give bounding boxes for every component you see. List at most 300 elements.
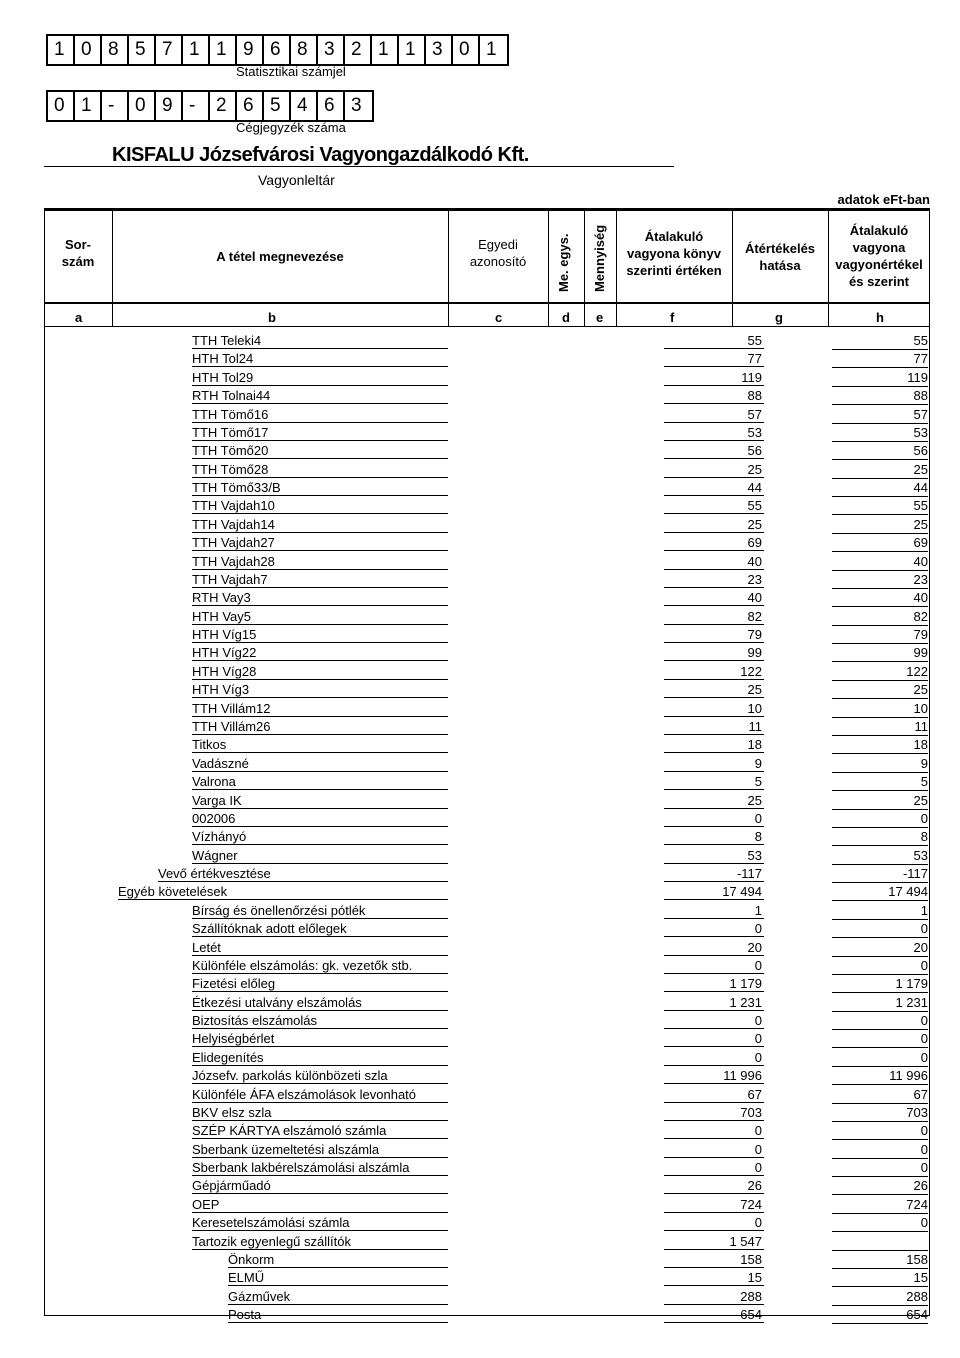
- book-value: 11: [748, 718, 762, 734]
- revalued-value: 57: [913, 406, 928, 422]
- revalued-value: 10: [913, 700, 928, 716]
- row-line: [664, 1028, 764, 1029]
- row-line: [664, 587, 764, 588]
- item-name: RTH Vay3: [192, 590, 251, 606]
- row-line: [664, 1285, 764, 1286]
- digit-box: 1: [75, 92, 102, 120]
- item-name: Wágner: [192, 847, 238, 863]
- book-value: 288: [740, 1288, 762, 1304]
- row-line: [192, 587, 448, 588]
- row-line: [192, 679, 448, 680]
- revalued-value: 56: [913, 443, 928, 459]
- book-value: 18: [747, 737, 762, 753]
- column-letter-g: g: [775, 310, 783, 325]
- book-value: 15: [747, 1270, 762, 1286]
- header-revaluation: Átértékelés hatása: [744, 241, 816, 273]
- row-line: [664, 789, 764, 790]
- revalued-value: 9: [920, 755, 928, 771]
- row-line: [192, 1230, 448, 1231]
- row-line: [192, 1157, 448, 1158]
- row-line: [664, 605, 764, 606]
- item-name: Posta: [228, 1307, 262, 1323]
- row-line: [664, 752, 764, 753]
- row-line: [192, 991, 448, 992]
- row-line: [664, 936, 764, 937]
- digit-box: 1: [399, 36, 426, 64]
- item-name: TTH Tömő33/B: [192, 480, 281, 496]
- revalued-value: 25: [913, 461, 928, 477]
- statistical-number-boxes: [46, 34, 509, 66]
- revalued-value: 88: [913, 388, 928, 404]
- table-row: [44, 847, 930, 865]
- revalued-value: 158: [906, 1252, 928, 1267]
- revalued-value: 15: [913, 1270, 928, 1286]
- book-value: 9: [754, 755, 762, 771]
- book-value: 57: [747, 406, 762, 422]
- row-line: [664, 550, 764, 551]
- item-name: Vadászné: [192, 755, 249, 771]
- column-letter-f: f: [670, 310, 675, 325]
- digit-box: 0: [453, 36, 480, 64]
- row-line: [664, 385, 764, 386]
- row-line: [192, 550, 448, 551]
- row-line: [664, 642, 764, 643]
- book-value: 158: [740, 1252, 762, 1267]
- table-row: [44, 773, 930, 791]
- revalued-value: 724: [906, 1196, 928, 1212]
- row-line: [664, 513, 764, 514]
- table-row: [44, 1233, 930, 1251]
- table-row: [44, 681, 930, 699]
- revalued-value: 18: [913, 737, 928, 753]
- header-item-name: A tétel megnevezése: [216, 249, 344, 264]
- item-name: TTH Vajdah14: [192, 516, 275, 532]
- table-row: [44, 883, 930, 901]
- row-line: [664, 826, 764, 827]
- book-value: 88: [747, 388, 762, 404]
- row-line: [192, 385, 448, 386]
- row-line: [664, 477, 764, 478]
- item-name: TTH Vajdah27: [192, 535, 275, 551]
- digit-box: 5: [264, 92, 291, 120]
- digit-box: 9: [156, 92, 183, 120]
- item-name: Titkos: [192, 737, 227, 753]
- revalued-value: 0: [920, 1049, 928, 1065]
- row-line: [192, 1193, 448, 1194]
- revalued-value: 67: [913, 1086, 928, 1102]
- digit-box: 6: [318, 92, 345, 120]
- item-name: Gépjárműadó: [192, 1178, 271, 1194]
- revalued-value: 0: [920, 1031, 928, 1047]
- row-line: [228, 1322, 448, 1323]
- revalued-value: 25: [913, 516, 928, 532]
- row-line: [192, 532, 448, 533]
- row-line: [664, 1102, 764, 1103]
- book-value: 1 231: [729, 994, 762, 1010]
- revalued-value: 69: [913, 535, 928, 551]
- revalued-value: 99: [913, 645, 928, 661]
- table-row: [44, 608, 930, 626]
- revalued-value: 40: [913, 553, 928, 569]
- book-value: 0: [754, 1215, 762, 1231]
- revalued-value: 0: [920, 1141, 928, 1157]
- book-value: 53: [747, 424, 762, 440]
- item-name: Biztosítás elszámolás: [192, 1013, 317, 1029]
- row-line: [192, 1249, 448, 1250]
- table-row: [44, 424, 930, 442]
- row-line: [664, 1010, 764, 1011]
- table-row: [44, 1214, 930, 1232]
- table-row: [44, 1251, 930, 1269]
- table-row: [44, 442, 930, 460]
- book-value: 17 494: [722, 884, 762, 900]
- book-value: 0: [754, 1049, 762, 1065]
- item-name: Gázművek: [228, 1288, 291, 1304]
- digit-box: 4: [291, 92, 318, 120]
- row-line: [664, 660, 764, 661]
- column-divider: [112, 208, 113, 326]
- title-underline: [44, 166, 674, 167]
- row-line: [192, 1028, 448, 1029]
- digit-box: 0: [129, 92, 156, 120]
- book-value: 53: [747, 847, 762, 863]
- document-subtitle: Vagyonleltár: [258, 172, 335, 188]
- digit-box: 8: [102, 36, 129, 64]
- digit-box: 1: [183, 36, 210, 64]
- item-name: Szállítóknak adott előlegek: [192, 921, 347, 937]
- row-line: [664, 348, 764, 349]
- column-divider: [584, 208, 585, 326]
- row-line: [664, 366, 764, 367]
- book-value: 1: [754, 902, 762, 918]
- row-line: [664, 918, 764, 919]
- table-row: [44, 1122, 930, 1140]
- row-line: [664, 1065, 764, 1066]
- row-line: [664, 1193, 764, 1194]
- row-line: [192, 1175, 448, 1176]
- item-name: Különféle ÁFA elszámolások levonható: [192, 1086, 417, 1102]
- item-name: Varga IK: [192, 792, 242, 808]
- book-value: 99: [747, 645, 762, 661]
- row-line: [192, 863, 448, 864]
- row-line: [664, 1083, 764, 1084]
- digit-box: 7: [156, 36, 183, 64]
- row-line: [664, 697, 764, 698]
- row-line: [192, 936, 448, 937]
- book-value: 69: [747, 535, 762, 551]
- book-value: 67: [747, 1086, 762, 1102]
- book-value: 10: [747, 700, 762, 716]
- book-value: 25: [747, 682, 762, 698]
- item-name: OEP: [192, 1196, 220, 1212]
- row-line: [664, 1157, 764, 1158]
- column-letter-h: h: [876, 310, 884, 325]
- revalued-value: 0: [920, 1215, 928, 1231]
- digit-box: 1: [210, 36, 237, 64]
- table-row: [44, 975, 930, 993]
- row-line: [664, 1120, 764, 1121]
- row-line: [664, 1249, 764, 1250]
- column-divider: [548, 208, 549, 326]
- row-line: [664, 899, 764, 900]
- table-row: [44, 1269, 930, 1287]
- item-name: Bírság és önellenőrzési pótlék: [192, 902, 366, 918]
- book-value: 11 996: [723, 1068, 762, 1084]
- document-title: KISFALU Józsefvárosi Vagyongazdálkodó Kft.: [112, 144, 529, 166]
- item-name: RTH Tolnai44: [192, 388, 271, 404]
- item-name: TTH Villám12: [192, 700, 271, 716]
- revalued-value: 11: [914, 718, 928, 734]
- book-value: 703: [740, 1104, 762, 1120]
- digit-box: 3: [351, 95, 362, 116]
- units-note: adatok eFt-ban: [837, 192, 930, 207]
- revalued-value: 0: [920, 1013, 928, 1029]
- row-line: [664, 734, 764, 735]
- row-line: [664, 403, 764, 404]
- row-line: [664, 532, 764, 533]
- table-row: [44, 1067, 930, 1085]
- row-line: [192, 605, 448, 606]
- item-name: TTH Vajdah7: [192, 571, 268, 587]
- column-letter-c: c: [495, 310, 503, 325]
- row-line: [192, 660, 448, 661]
- table-row: [44, 1049, 930, 1067]
- item-name: TTH Tömő16: [192, 406, 269, 422]
- digit-box: 2: [210, 92, 237, 120]
- revalued-value: 703: [906, 1104, 928, 1120]
- row-line: [158, 881, 448, 882]
- row-line: [664, 973, 764, 974]
- column-letter-e: e: [596, 310, 604, 325]
- item-name: Elidegenítés: [192, 1049, 264, 1065]
- row-line: [664, 844, 764, 845]
- header-revalued-value: Átalakuló vagyona vagyonértékel és szerint: [835, 223, 923, 289]
- book-value: 119: [741, 369, 762, 385]
- table-row: [44, 461, 930, 479]
- row-line: [192, 366, 448, 367]
- item-name: BKV elsz szla: [192, 1104, 272, 1120]
- table-row: [44, 571, 930, 589]
- item-name: Fizetési előleg: [192, 976, 276, 992]
- revalued-value: -117: [902, 866, 928, 882]
- item-name: Különféle elszámolás: gk. vezetők stb.: [192, 957, 413, 973]
- item-name: Étkezési utalvány elszámolás: [192, 994, 362, 1010]
- row-line: [192, 697, 448, 698]
- row-line: [664, 1322, 764, 1323]
- table-row: [44, 700, 930, 718]
- revalued-value: 40: [913, 590, 928, 606]
- row-line: [664, 955, 764, 956]
- row-line: [192, 1138, 448, 1139]
- item-name: HTH Tol24: [192, 351, 254, 367]
- item-name: Sberbank üzemeltetési alszámla: [192, 1141, 380, 1157]
- item-name: HTH Víg3: [192, 682, 250, 698]
- row-line: [664, 569, 764, 570]
- revalued-value: 11 996: [889, 1068, 928, 1084]
- item-name: Letét: [192, 939, 221, 955]
- revalued-value: 53: [913, 847, 928, 863]
- item-name: Vevő értékvesztése: [158, 866, 271, 882]
- row-line: [192, 752, 448, 753]
- item-name: Tartozik egyenlegű szállítók: [192, 1233, 351, 1249]
- row-line: [664, 1046, 764, 1047]
- header-separator: [44, 302, 930, 304]
- table-row: [44, 387, 930, 405]
- row-line: [192, 495, 448, 496]
- revalued-value: 0: [920, 810, 928, 826]
- row-line: [664, 991, 764, 992]
- digit-box: 1: [48, 36, 75, 64]
- row-line: [664, 1175, 764, 1176]
- table-row: [44, 828, 930, 846]
- revalued-value: 77: [913, 351, 928, 367]
- table-row: [44, 1086, 930, 1104]
- row-line: [228, 1304, 448, 1305]
- table-row: [44, 736, 930, 754]
- revalued-value: 20: [913, 939, 928, 955]
- row-line: [664, 771, 764, 772]
- table-row: [44, 957, 930, 975]
- revalued-value: 122: [906, 663, 928, 679]
- column-letter-b: b: [268, 310, 276, 325]
- row-line: [192, 826, 448, 827]
- row-line: [192, 1046, 448, 1047]
- row-line: [192, 440, 448, 441]
- revalued-value: 23: [913, 571, 928, 587]
- book-value: 40: [747, 590, 762, 606]
- item-name: SZÉP KÁRTYA elszámoló számla: [192, 1123, 387, 1139]
- header-book-value: Átalakuló vagyona könyv szerinti értéken: [626, 229, 722, 278]
- item-name: Józsefv. parkolás különbözeti szla: [192, 1068, 388, 1084]
- book-value: 0: [754, 1141, 762, 1157]
- row-line: [664, 458, 764, 459]
- book-value: 0: [754, 1123, 762, 1139]
- book-value: 82: [747, 608, 762, 624]
- digit-box: 9: [237, 36, 264, 64]
- row-line: [192, 1065, 448, 1066]
- item-name: TTH Vajdah10: [192, 498, 275, 514]
- item-name: TTH Tömő20: [192, 443, 269, 459]
- row-line: [192, 771, 448, 772]
- table-row: [44, 865, 930, 883]
- revalued-value: 25: [913, 792, 928, 808]
- table-row: [44, 1306, 930, 1324]
- table-row: [44, 792, 930, 810]
- row-line: [192, 955, 448, 956]
- row-line: [192, 973, 448, 974]
- row-line: [192, 844, 448, 845]
- book-value: 26: [747, 1178, 762, 1194]
- item-name: TTH Teleki4: [192, 333, 262, 348]
- table-row: [44, 1030, 930, 1048]
- item-name: HTH Vay5: [192, 608, 251, 624]
- company-registration-caption: Cégjegyzék száma: [236, 120, 346, 135]
- row-line: [832, 1323, 928, 1324]
- column-letter-a: a: [75, 310, 83, 325]
- revalued-value: 5: [920, 774, 928, 790]
- row-line: [192, 477, 448, 478]
- table-row: [44, 516, 930, 534]
- row-line: [228, 1285, 448, 1286]
- row-line: [228, 1267, 448, 1268]
- table-row: [44, 497, 930, 515]
- table-row: [44, 479, 930, 497]
- table-row: [44, 1288, 930, 1306]
- item-name: ELMŰ: [228, 1270, 265, 1286]
- item-name: Helyiségbérlet: [192, 1031, 275, 1047]
- row-line: [118, 899, 448, 900]
- book-value: 79: [747, 627, 762, 643]
- row-line: [192, 1083, 448, 1084]
- row-line: [192, 624, 448, 625]
- table-row: [44, 534, 930, 552]
- company-registration-boxes: [46, 90, 374, 122]
- book-value: 654: [740, 1307, 762, 1323]
- row-line: [192, 348, 448, 349]
- item-name: TTH Villám26: [192, 718, 271, 734]
- digit-box: 3: [318, 36, 345, 64]
- digit-box: 0: [48, 92, 75, 120]
- revalued-value: 0: [920, 957, 928, 973]
- item-name: 002006: [192, 810, 236, 826]
- revalued-value: 654: [906, 1307, 928, 1323]
- item-name: HTH Víg22: [192, 645, 257, 661]
- table-row: [44, 1196, 930, 1214]
- table-row: [44, 1104, 930, 1122]
- book-value: 122: [740, 663, 762, 679]
- row-line: [664, 495, 764, 496]
- row-line: [192, 808, 448, 809]
- table-row: [44, 1159, 930, 1177]
- row-line: [664, 1230, 764, 1231]
- revalued-value: 55: [913, 333, 928, 348]
- digit-box: -: [183, 92, 210, 120]
- row-line: [192, 403, 448, 404]
- digit-box: 0: [75, 36, 102, 64]
- table-row: [44, 406, 930, 424]
- row-line: [664, 1138, 764, 1139]
- item-name: Vízhányó: [192, 829, 247, 845]
- item-name: Keresetelszámolási számla: [192, 1215, 350, 1231]
- book-value: 0: [754, 1160, 762, 1176]
- digit-box: 3: [426, 36, 453, 64]
- book-value: 55: [747, 498, 762, 514]
- table-row: [44, 939, 930, 957]
- book-value: 5: [754, 774, 762, 790]
- table-row: [44, 902, 930, 920]
- book-value: 23: [747, 571, 762, 587]
- item-name: Valrona: [192, 774, 236, 790]
- item-name: HTH Víg15: [192, 627, 257, 643]
- digit-box: 5: [129, 36, 156, 64]
- revalued-value: 17 494: [888, 884, 928, 900]
- header-unique-id: Egyedi azonosító: [469, 237, 527, 269]
- book-value: 40: [747, 553, 762, 569]
- header-quantity: Mennyiség: [592, 224, 607, 292]
- row-line: [664, 1267, 764, 1268]
- digit-box: 6: [264, 36, 291, 64]
- column-letter-d: d: [562, 310, 570, 325]
- item-name: TTH Tömő28: [192, 461, 269, 477]
- digit-box: 1: [372, 36, 399, 64]
- digit-box: 8: [291, 36, 318, 64]
- book-value: 0: [754, 957, 762, 973]
- revalued-value: 1 179: [895, 976, 928, 992]
- header-unit: Me. egys.: [556, 233, 571, 292]
- book-value: 0: [754, 810, 762, 826]
- book-value: -117: [736, 866, 762, 882]
- book-value: 25: [747, 792, 762, 808]
